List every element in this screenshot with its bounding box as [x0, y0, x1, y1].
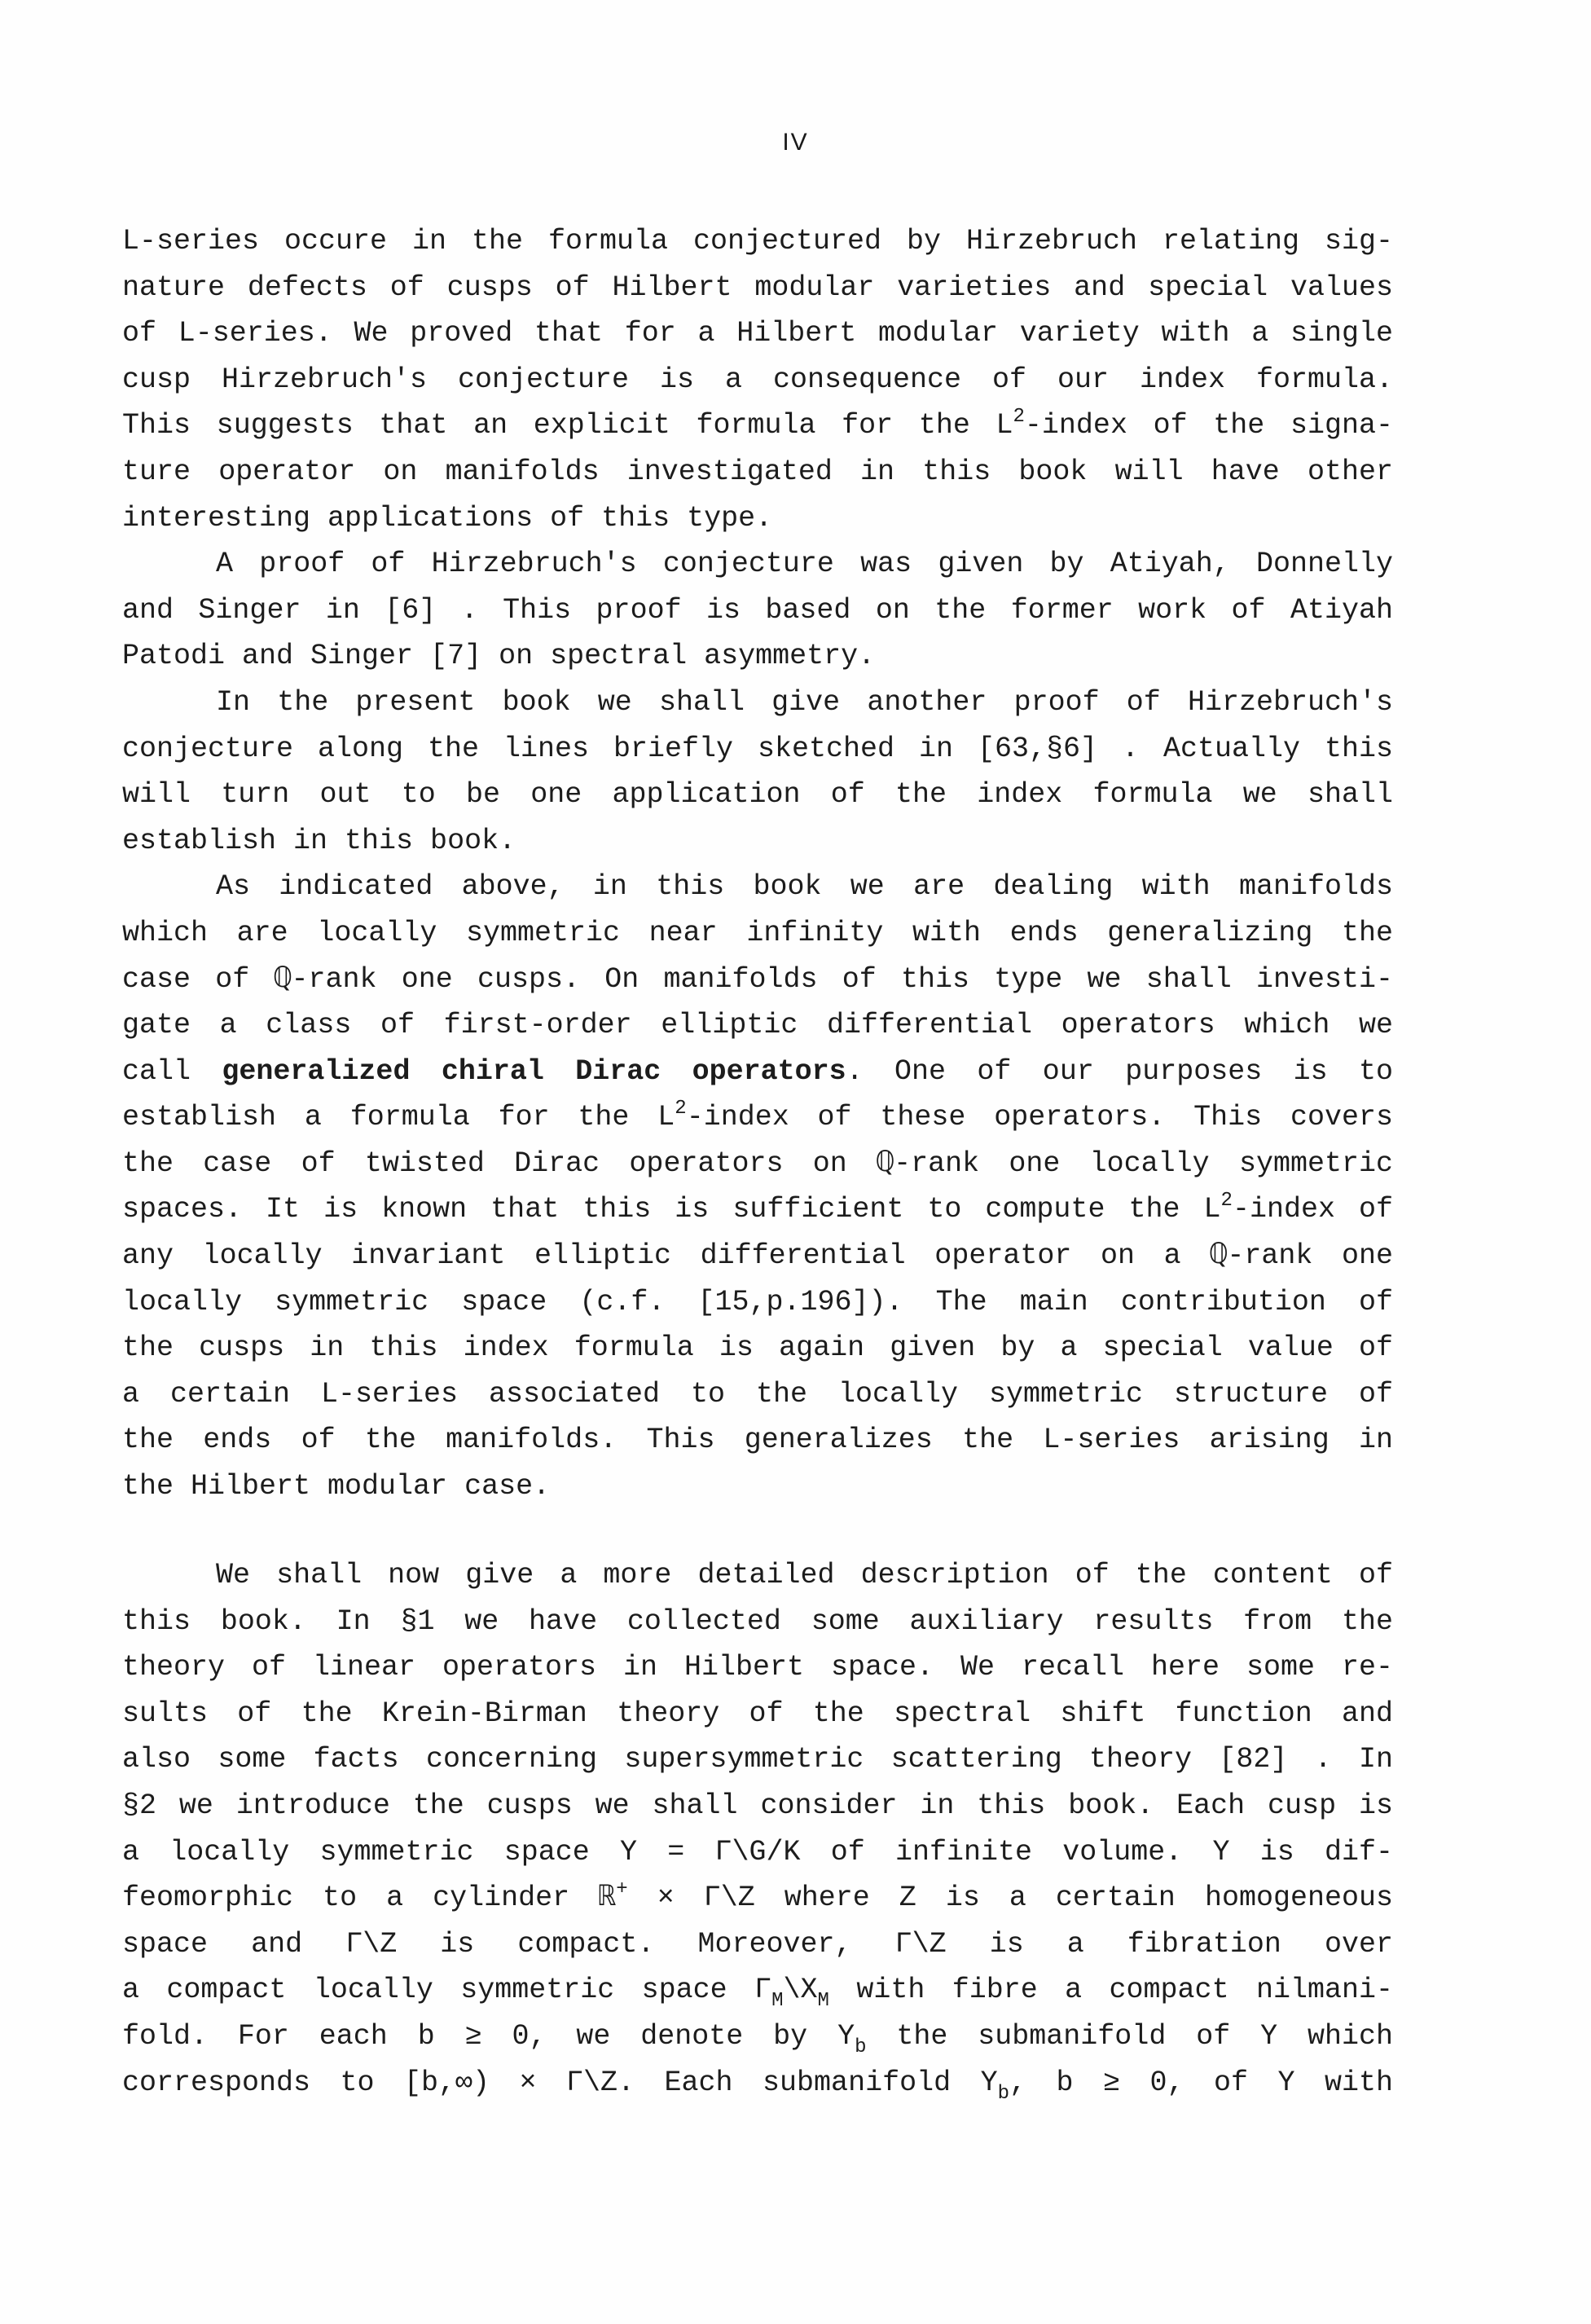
text-line: a certain L-series associated to the locally symmetric structure of: [122, 1377, 1393, 1411]
text-line: We shall now give a more detailed description of the content of: [216, 1559, 1393, 1591]
text-line: L-series occure in the formula conjectured by Hirzebruch relating sig-: [122, 225, 1393, 257]
text-line: the case of twisted Dirac operators on ℚ-rank one locally symmetric: [122, 1147, 1393, 1180]
text-line: sults of the Krein-Birman theory of the spectral shift function and: [122, 1697, 1393, 1730]
text-line: which are locally symmetric near infinity with ends generalizing the: [122, 916, 1393, 949]
text-line: interesting applications of this type.: [122, 501, 773, 535]
text-line: cusp Hirzebruch's conjecture is a consequence of our index formula.: [122, 363, 1393, 396]
text-line: establish a formula for the $L^2$-index of these operators. This covers: [122, 1098, 1393, 1134]
text-line: As indicated above, in this book we are dealing with manifolds: [216, 870, 1393, 904]
text-line: of L-series. We proved that for a Hilbert modular variety with a single: [122, 317, 1393, 350]
text-line: ture operator on manifolds investigated in this book will have other: [122, 455, 1393, 488]
text-line: conjecture along the lines briefly sketched in [63,§6] . Actually this: [122, 732, 1393, 765]
text-line: theory of linear operators in Hilbert space. We recall here some re-: [122, 1651, 1393, 1684]
text-line: fold. For each b ≥ 0, we denote by $Y_b$ the submanifold of Y which: [122, 2019, 1394, 2058]
text-line: any locally invariant elliptic differential operator on a ℚ-rank one: [122, 1239, 1393, 1273]
text-line: A proof of Hirzebruch's conjecture was given by Atiyah, Donnelly: [216, 548, 1393, 581]
text-line: §2 we introduce the cusps we shall consider in this book. Each cusp is: [122, 1789, 1393, 1822]
text-line: spaces. It is known that this is sufficient to compute the $L^2$-index of: [122, 1190, 1393, 1226]
text-line: Patodi and Singer [7] on spectral asymmetry.: [122, 640, 876, 673]
text-line: the cusps in this index formula is again given by a special value of: [122, 1331, 1393, 1365]
text-line: corresponds to [b,∞) × Γ\Z. Each submanifold $Y_b$, b ≥ 0, of Y with: [122, 2066, 1393, 2105]
text-line: locally symmetric space (c.f. [15,p.196]). The main contribution of: [122, 1285, 1393, 1318]
text-line: the ends of the manifolds. This generalizes the L-series arising in: [122, 1424, 1393, 1457]
text-line: also some facts concerning supersymmetric scattering theory [82] . In: [122, 1743, 1393, 1776]
text-line: case of ℚ-rank one cusps. On manifolds of this type we shall investi-: [122, 962, 1393, 996]
text-line: gate a class of first-order elliptic differential operators which we: [122, 1009, 1393, 1042]
text-line: feomorphic to a cylinder ℝ+ × Γ\Z where Z is a certain homogeneous: [122, 1878, 1393, 1915]
text-line: a compact locally symmetric space $\Gamma_M\backslash X_M$ with fibre a compact nilmani-: [122, 1974, 1393, 2013]
text-block-contents: [122, 1552, 1393, 2106]
text-line: the Hilbert modular case.: [122, 1470, 551, 1503]
text-line: establish in this book.: [122, 824, 516, 857]
text-line: space and Γ\Z is compact. Moreover, Γ\Z is a fibration over: [122, 1927, 1393, 1961]
text-line: a locally symmetric space Y = Γ\G/K of infinite volume. Y is dif-: [122, 1835, 1393, 1868]
text-line: call generalized chiral Dirac operators. One of our purposes is to: [122, 1054, 1393, 1088]
text-line: and Singer in [6] . This proof is based on the former work of Atiyah: [122, 593, 1393, 627]
page-number: IV: [782, 129, 809, 156]
text-line: In the present book we shall give another proof of Hirzebruch's: [216, 685, 1393, 719]
text-line: nature defects of cusps of Hilbert modular varieties and special values: [122, 271, 1393, 304]
text-line: will turn out to be one application of the index formula we shall: [122, 778, 1393, 812]
text-line: This suggests that an explicit formula for the $L^2$-index of the signa-: [122, 406, 1393, 442]
bold-term: generalized chiral Dirac operators: [222, 1054, 846, 1088]
text-block-intro: [122, 218, 1393, 1510]
text-line: this book. In §1 we have collected some auxiliary results from the: [122, 1604, 1393, 1638]
